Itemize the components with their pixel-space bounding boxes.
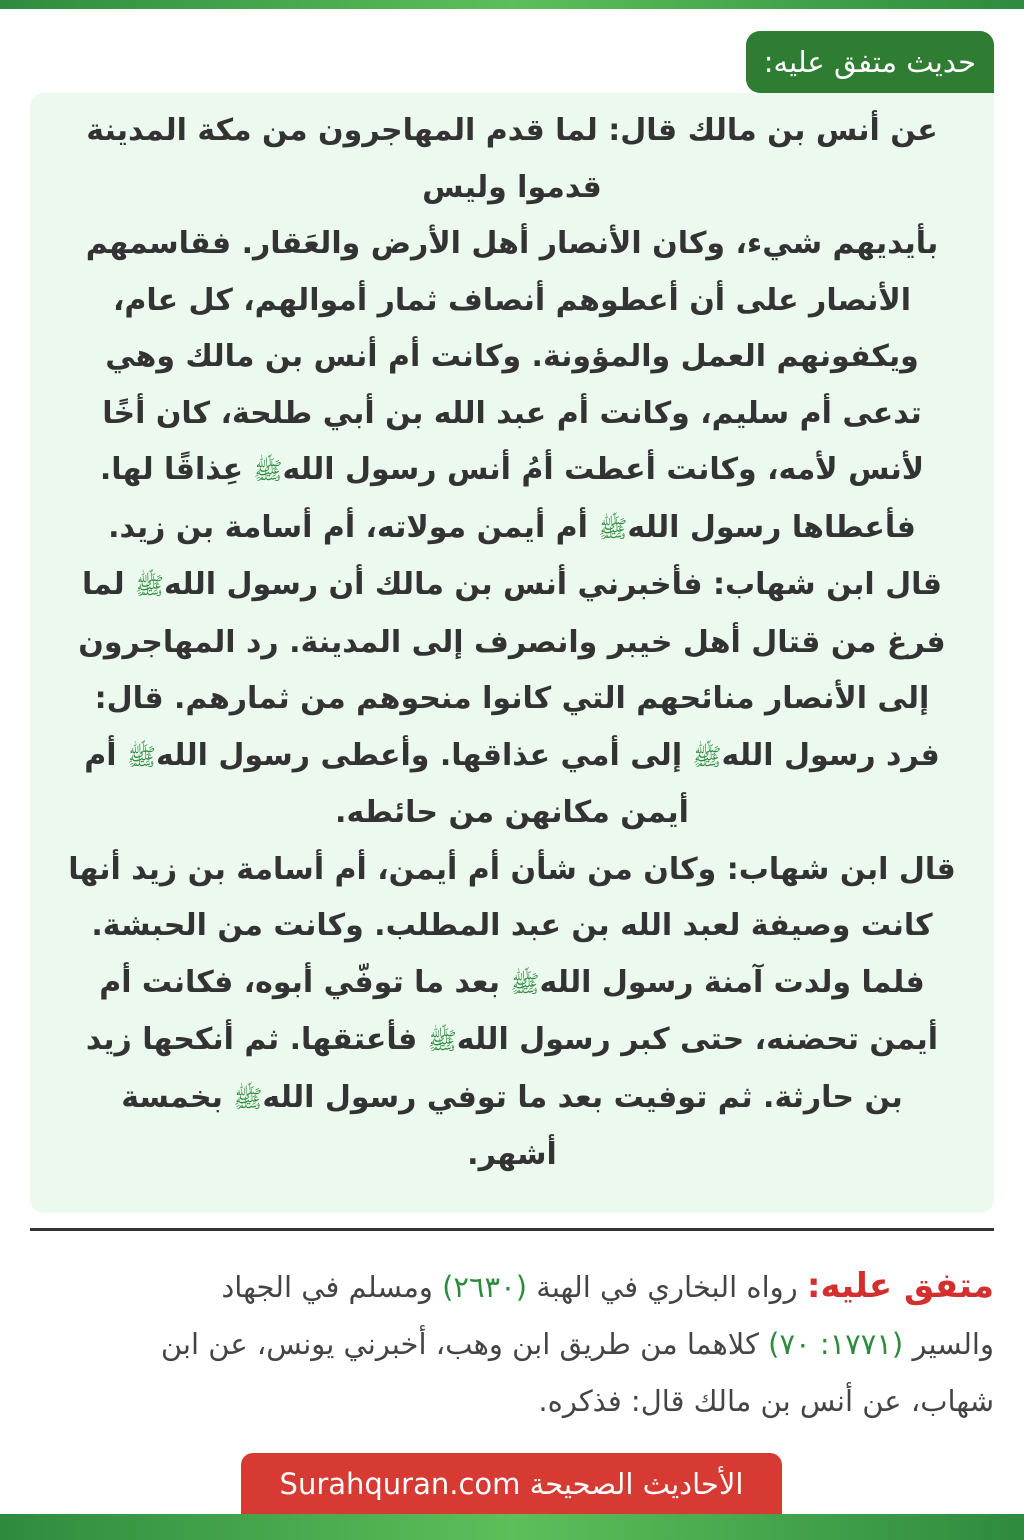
hadith-segment: أيمن مكانهن من حائطه. <box>335 795 689 830</box>
source-line <box>30 1258 994 1316</box>
hadith-line <box>30 216 994 273</box>
hadith-box <box>30 93 994 1213</box>
hadith-line <box>30 671 994 728</box>
hadith-segment: أيمن تحضنه، حتى كبر رسول الله <box>456 1022 939 1057</box>
hadith-line <box>30 842 994 899</box>
hadith-segment: فرغ من قتال أهل خيبر وانصرف إلى المدينة. رد المهاجرون <box>78 624 946 660</box>
source-text: والسير <box>903 1327 994 1361</box>
source-line <box>30 1373 994 1430</box>
hadith-line <box>30 500 994 558</box>
salutation-glyph: ﷺ <box>692 742 722 771</box>
source-text: رواه البخاري في الهبة <box>527 1270 807 1304</box>
hadith-segment: فلما ولدت آمنة رسول الله <box>539 964 925 1000</box>
hadith-segment: فأعطاها رسول الله <box>627 509 916 545</box>
hadith-text <box>30 93 994 1184</box>
hadith-segment: بن حارثة. ثم توفيت بعد ما توفي رسول الله <box>262 1079 903 1115</box>
hadith-segment: ويكفونهم العمل والمؤونة. وكانت أم أنس بن مالك وهي <box>105 339 919 374</box>
salutation-glyph: ﷺ <box>126 742 156 771</box>
hadith-line <box>30 785 994 842</box>
hadith-segment: بخمسة <box>121 1079 234 1115</box>
site-badge[interactable]: الأحاديث الصحيحة Surahquran.com <box>241 1453 782 1515</box>
source-text: شهاب، عن أنس بن مالك قال: فذكره. <box>538 1384 994 1418</box>
hadith-segment: أشهر. <box>467 1137 557 1172</box>
hadith-segment: تدعى أم سليم، وكانت أم عبد الله بن أبي طلحة، كان أخًا <box>102 395 922 431</box>
hadith-segment: أم أيمن مولاته، أم أسامة بن زيد. <box>108 509 599 545</box>
hadith-segment: لأنس لأمه، وكانت أعطت أمُ أنس رسول الله <box>282 452 925 487</box>
hadith-line <box>30 728 994 786</box>
hadith-line <box>30 160 994 217</box>
source-text: ومسلم في الجهاد <box>221 1270 443 1304</box>
source-label: متفق عليه: <box>806 1266 994 1306</box>
hadith-line <box>30 386 994 443</box>
salutation-glyph: ﷺ <box>598 514 628 543</box>
hadith-segment: بأيديهم شيء، وكان الأنصار أهل الأرض والعَقار. فقاسمهم <box>85 226 939 261</box>
hadith-segment: عن أنس بن مالك قال: لما قدم المهاجرون من مكة المدينة <box>86 113 938 148</box>
hadith-segment: كانت وصيفة لعبد الله بن عبد المطلب. وكانت من الحبشة. <box>91 908 933 943</box>
hadith-type-badge: حديث متفق عليه: <box>746 31 994 93</box>
divider <box>30 1228 994 1231</box>
hadith-segment: فأعتقها. ثم أنكحها زيد <box>85 1022 428 1057</box>
top-decor-bar <box>0 0 1024 9</box>
hadith-line <box>30 1070 994 1128</box>
salutation-glyph: ﷺ <box>510 969 540 998</box>
salutation-glyph: ﷺ <box>253 457 283 485</box>
hadith-line <box>30 615 994 672</box>
hadith-segment: قال ابن شهاب: وكان من شأن أم أيمن، أم أسامة بن زيد أنها <box>68 851 956 887</box>
hadith-line <box>30 442 994 500</box>
hadith-segment: لما <box>81 567 136 602</box>
hadith-line <box>30 898 994 955</box>
hadith-segment: إلى أمي عذاقها. وأعطى رسول الله <box>155 737 693 773</box>
hadith-line <box>30 557 994 615</box>
bottom-decor-bar <box>0 1514 1024 1540</box>
hadith-line <box>30 1012 994 1070</box>
hadith-segment: الأنصار على أن أعطوهم أنصاف ثمار أموالهم، كل عام، <box>112 282 912 318</box>
hadith-segment: قال ابن شهاب: فأخبرني أنس بن مالك أن رسول الله <box>164 567 943 602</box>
source-reference: (١٧٧١: ٧٠) <box>768 1327 904 1361</box>
hadith-segment: إلى الأنصار منائحهم التي كانوا منحوهم من ثمارهم. قال: <box>94 681 930 716</box>
source-reference: (٢٦٣٠) <box>442 1270 528 1304</box>
hadith-segment: فرد رسول الله <box>721 737 940 773</box>
hadith-segment: قدموا وليس <box>422 169 602 205</box>
hadith-line <box>30 103 994 160</box>
hadith-segment: بعد ما توفّي أبوه، فكانت أم <box>99 964 511 1000</box>
source-citation <box>30 1258 994 1430</box>
salutation-glyph: ﷺ <box>427 1027 457 1055</box>
hadith-line <box>30 329 994 386</box>
hadith-line <box>30 273 994 330</box>
salutation-glyph: ﷺ <box>233 1084 263 1113</box>
hadith-segment: عِذاقًا لها. <box>99 452 254 487</box>
salutation-glyph: ﷺ <box>135 572 165 600</box>
source-line <box>30 1316 994 1373</box>
source-text: كلاهما من طريق ابن وهب، أخبرني يونس، عن ابن <box>160 1327 769 1361</box>
hadith-line <box>30 1127 994 1184</box>
hadith-segment: أم <box>84 737 127 773</box>
hadith-line <box>30 955 994 1013</box>
